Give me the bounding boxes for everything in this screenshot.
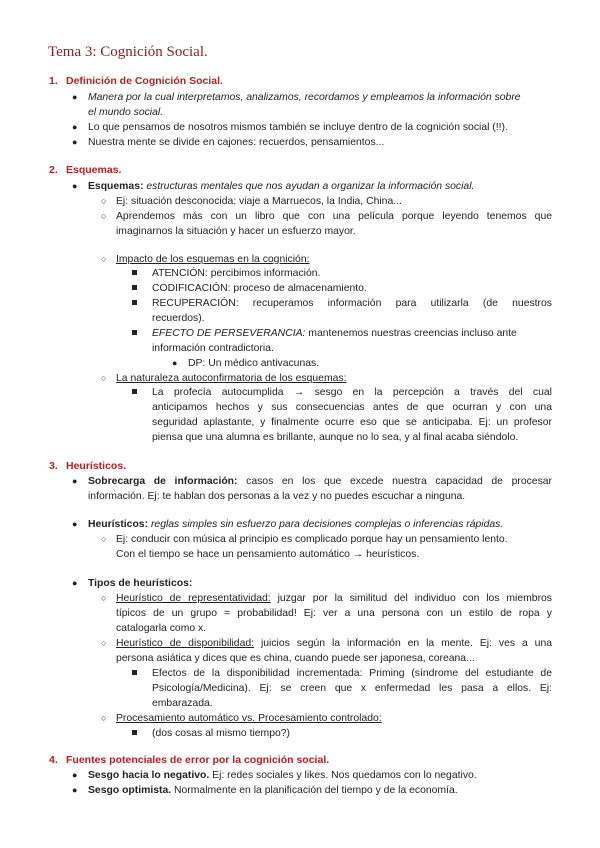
bullet-text: ATENCIÓN: percibimos información.: [152, 268, 321, 279]
bullet-text: [116, 591, 552, 606]
term-definition: mantenemos nuestras creencias incluso ante: [308, 328, 517, 339]
circle-bullet-icon: ○: [101, 638, 107, 648]
term: Sobrecarga de información:: [88, 476, 238, 487]
bullet-text: embarazada.: [152, 698, 213, 709]
bullet-icon: ●: [72, 122, 78, 132]
bullet-text: Lo que pensamos de nosotros mismos también se incluye dentro de la cognición social (!!).: [88, 122, 508, 133]
section-title: Heurísticos.: [66, 460, 127, 472]
term: Esquemas:: [88, 181, 144, 192]
bullet-text: [88, 768, 477, 783]
bullet-text: [152, 326, 517, 341]
term: Heurístico de disponibilidad:: [116, 638, 255, 649]
term: Sesgo optimista.: [88, 785, 172, 796]
bullet-icon: ●: [72, 92, 78, 102]
bullet-text: anticipamos hechos y sus consecuencias antes de que ocurran y con una: [152, 402, 552, 413]
bullet-text: Efectos de la disponibilidad incrementada: Priming (síndrome del estudiante de: [152, 668, 552, 679]
bullet-icon: ●: [172, 358, 178, 368]
bullet-icon: ●: [72, 770, 78, 780]
bullet-icon: ●: [72, 578, 78, 588]
term: Heurísticos:: [88, 519, 149, 530]
bullet-text: (dos cosas al mismo tiempo?): [152, 728, 291, 739]
bullet-text: La profecía autocumplida → sesgo en la percepción a través del cual: [152, 387, 552, 398]
term-definition: juicios según la información en la mente. Ej: ves a una: [260, 638, 552, 649]
square-bullet-icon: [132, 270, 137, 275]
term-definition: estructuras mentales que nos ayudan a organizar la información social.: [146, 181, 475, 192]
bullet-text: información. Ej: te hablan dos personas a la vez y no puedes escuchar a ninguna.: [88, 491, 466, 502]
section-heading-1: [49, 75, 223, 87]
square-bullet-icon: [132, 730, 137, 735]
bullet-icon: ●: [72, 137, 78, 147]
bullet-text: Ej: situación desconocida: viaje a Marruecos, la India, China...: [116, 196, 402, 207]
circle-bullet-icon: ○: [101, 593, 107, 603]
bullet-text: [88, 517, 503, 532]
bullet-icon: ●: [72, 181, 78, 191]
definition-line: Manera por la cual interpretamos, analizamos, recordamos y empleamos la información sobre: [88, 92, 521, 103]
term-definition: Normalmente en la planificación del tiempo y de la economía.: [174, 785, 458, 796]
definition-line: el mundo social.: [88, 107, 164, 118]
page-title: Tema 3: Cognición Social.: [48, 44, 208, 60]
bullet-text: persona asiática y dices que es china, cuando puede ser japonesa, coreana...: [116, 653, 475, 664]
circle-bullet-icon: ○: [101, 254, 107, 264]
subheading: La naturaleza autoconfirmatoria de los esquemas:: [116, 373, 347, 384]
bullet-text: DP: Un médico antivacunas.: [188, 358, 320, 369]
circle-bullet-icon: ○: [101, 713, 107, 723]
bullet-icon: ●: [72, 476, 78, 486]
square-bullet-icon: [132, 300, 137, 305]
term: Sesgo hacia lo negativo.: [88, 770, 210, 781]
bullet-text: recuerdos).: [152, 313, 205, 324]
bullet-text: [116, 636, 552, 651]
section-number: 2.: [49, 164, 58, 176]
bullet-text: CODIFICACIÓN: proceso de almacenamiento.: [152, 283, 367, 294]
circle-bullet-icon: ○: [101, 373, 107, 383]
bullet-text: piensa que una alumna es brillante, aunque no lo sea, y al final acaba siéndolo.: [152, 432, 519, 443]
bullet-icon: ●: [72, 785, 78, 795]
bullet-text: [88, 474, 552, 489]
section-heading-2: [49, 164, 121, 176]
square-bullet-icon: [132, 330, 137, 335]
bullet-text: Psicología/Medicina). Ej: se creen que x enfermedad les pasa a ellos. Ej:: [152, 683, 552, 694]
term-definition: reglas simples sin esfuerzo para decisiones complejas o inferencias rápidas.: [150, 519, 504, 530]
bullet-text: Tipos de heurísticos:: [88, 578, 193, 589]
circle-bullet-icon: ○: [101, 534, 107, 544]
section-number: 1.: [49, 75, 58, 87]
section-heading-3: [49, 460, 126, 472]
square-bullet-icon: [132, 285, 137, 290]
bullet-text: [88, 179, 474, 194]
bullet-text: típicos de un grupo = probabilidad! Ej: ver a una persona con un estilo de ropa y: [116, 608, 552, 619]
bullet-icon: ●: [72, 519, 78, 529]
term-definition: juzgar por la similitud del individuo con los miembros: [277, 593, 553, 604]
bullet-text: Nuestra mente se divide en cajones: recuerdos, pensamientos...: [88, 137, 385, 148]
bullet-text: imaginarnos la situación y hacer un esfuerzo mayor.: [116, 226, 356, 237]
square-bullet-icon: [132, 670, 137, 675]
bullet-text: [88, 783, 458, 798]
section-heading-4: [49, 754, 329, 766]
bullet-text: información contradictoria.: [152, 343, 274, 354]
bullet-text: RECUPERACIÓN: recuperamos información para utilizarla (de nuestros: [152, 298, 552, 309]
circle-bullet-icon: ○: [101, 211, 107, 221]
term: Heurístico de representatividad:: [116, 593, 271, 604]
term-definition: Ej: redes sociales y likes. Nos quedamos con lo negativo.: [212, 770, 477, 781]
bullet-text: Ej: conducir con música al principio es complicado porque hay un pensamiento lento.: [116, 534, 508, 545]
bullet-text: Con el tiempo se hace un pensamiento automático → heurísticos.: [116, 549, 420, 560]
circle-bullet-icon: ○: [101, 196, 107, 206]
section-title: Esquemas.: [66, 164, 122, 176]
bullet-text: catalogarla como x.: [116, 623, 207, 634]
term-definition: casos en los que excede nuestra capacidad de procesar: [246, 476, 553, 487]
subheading: Procesamiento automático vs. Procesamiento controlado:: [116, 713, 382, 724]
section-title: Definición de Cognición Social.: [66, 75, 223, 87]
section-title: Fuentes potenciales de error por la cognición social.: [66, 754, 330, 766]
bullet-text: seguridad aplastante, y finalmente ocurre eso que se anticipaba. Ej: un profesor: [152, 417, 552, 428]
section-number: 3.: [49, 460, 58, 472]
bullet-text: Aprendemos más con un libro que con una película porque leyendo tenemos que: [116, 211, 552, 222]
subheading: Impacto de los esquemas en la cognición:: [116, 254, 310, 265]
square-bullet-icon: [132, 389, 137, 394]
section-number: 4.: [49, 754, 58, 766]
term: EFECTO DE PERSEVERANCIA:: [152, 328, 306, 339]
